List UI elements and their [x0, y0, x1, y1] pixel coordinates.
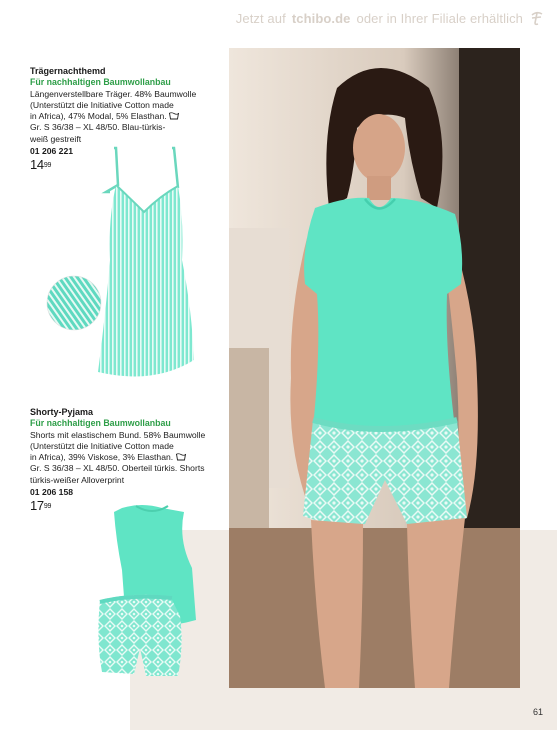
desc-line: Gr. S 36/38 – XL 48/50. Oberteil türkis. Shorts [30, 463, 205, 474]
header-availability [236, 10, 545, 26]
product-shorty-pyjama [30, 407, 230, 512]
header-suffix: oder in Ihrer Filiale erhältlich [356, 10, 523, 26]
header-prefix: Jetzt auf [235, 10, 286, 26]
model-photo [229, 48, 520, 688]
washing-care-icon [169, 112, 179, 120]
desc-line: Längenverstellbare Träger. 48% Baumwolle [30, 88, 197, 99]
desc-line: in Africa), 39% Viskose, 3% Elasthan. [30, 452, 230, 463]
washing-care-icon [176, 453, 186, 461]
header-site-link[interactable]: tchibo.de [291, 10, 351, 26]
desc-line: (Unterstützt die Initiative Cotton made [30, 99, 174, 110]
desc-line: türkis-weißer Alloverprint [30, 474, 125, 485]
page-number: 61 [532, 707, 543, 717]
desc-line: Gr. S 36/38 – XL 48/50. Blau-türkis- [30, 122, 166, 133]
product-title: Trägernachthemd [30, 66, 106, 76]
nightdress-image [44, 140, 204, 385]
desc-line: (Unterstützt die Initiative Cotton made [30, 440, 174, 451]
model-photo-illustration [229, 48, 520, 688]
product-description [30, 430, 230, 486]
price: $14^{99}$ [30, 157, 52, 173]
desc-line: in Africa), 47% Modal, 5% Elasthan. [30, 111, 230, 122]
pyjama-image [92, 500, 222, 680]
desc-line: Shorts mit elastischem Bund. 58% Baumwolle [30, 429, 206, 440]
product-description [30, 89, 230, 145]
product-subtitle: Für nachhaltigen Baumwollanbau [30, 418, 171, 429]
tchibo-logo-icon [529, 10, 545, 26]
desc-line: weiß gestreift [30, 133, 82, 144]
price: $17^{99}$ [30, 498, 52, 514]
product-subtitle: Für nachhaltigen Baumwollanbau [30, 77, 171, 88]
article-number: 01 206 221 [30, 146, 74, 157]
article-number: 01 206 158 [30, 487, 74, 498]
product-title: Shorty-Pyjama [30, 407, 94, 417]
